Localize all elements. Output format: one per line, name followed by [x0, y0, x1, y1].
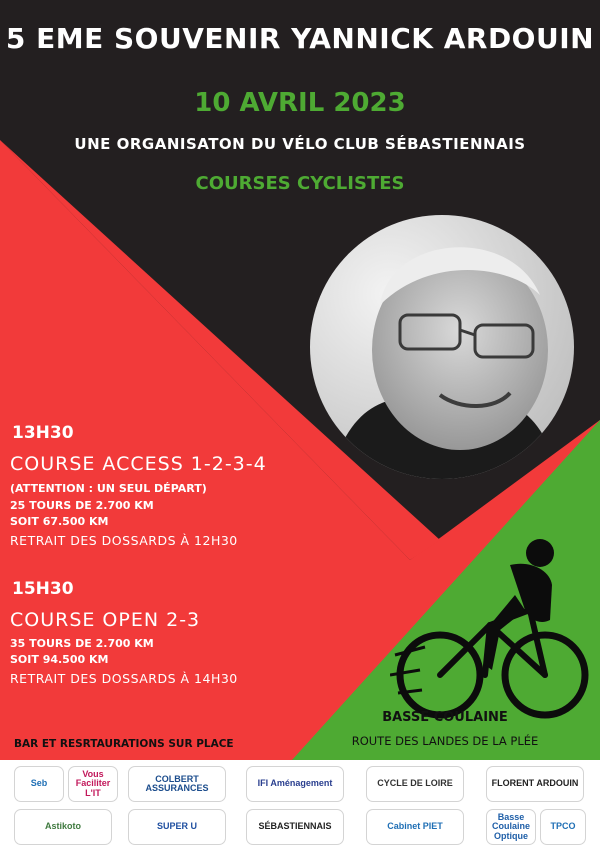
- venue-name: BASSE COULAINE: [382, 710, 508, 725]
- sponsor-logo: Cabinet PIET: [366, 809, 464, 845]
- sponsor-logo: IFI Aménagement: [246, 766, 344, 802]
- portrait-photo: [310, 215, 574, 479]
- sponsor-logo: COLBERT ASSURANCES: [128, 766, 226, 802]
- event-date: 10 AVRIL 2023: [194, 88, 406, 118]
- race-1-distance: SOIT 67.500 KM: [10, 515, 109, 528]
- race-1-note: (ATTENTION : UN SEUL DÉPART): [10, 482, 207, 495]
- race-2-distance: SOIT 94.500 KM: [10, 653, 109, 666]
- sponsor-logo: SÉBASTIENNAIS: [246, 809, 344, 845]
- sponsor-logo: Astikoto: [14, 809, 112, 845]
- sponsor-logo: Seb: [14, 766, 64, 802]
- sponsor-logo: Vous Faciliter L'IT: [68, 766, 118, 802]
- organiser-line: UNE ORGANISATON DU VÉLO CLUB SÉBASTIENNAIS: [74, 135, 526, 153]
- sponsor-logo: SUPER U: [128, 809, 226, 845]
- race-2-time: 15H30: [12, 579, 74, 599]
- race-1-bib-pickup: RETRAIT DES DOSSARDS À 12H30: [10, 533, 238, 548]
- venue-route: ROUTE DES LANDES DE LA PLÉE: [351, 734, 539, 748]
- race-1-time: 13H30: [12, 423, 74, 443]
- event-subtitle: COURSES CYCLISTES: [195, 173, 405, 194]
- event-title: 5 EME SOUVENIR YANNICK ARDOUIN: [5, 22, 595, 55]
- sponsor-logo: Basse Coulaine Optique: [486, 809, 536, 845]
- race-1-laps: 25 TOURS DE 2.700 KM: [10, 499, 154, 512]
- cyclist-icon: [390, 525, 590, 725]
- race-2-name: COURSE OPEN 2-3: [10, 609, 201, 631]
- sponsor-logo: FLORENT ARDOUIN: [486, 766, 584, 802]
- race-1-name: COURSE ACCESS 1-2-3-4: [10, 453, 267, 475]
- sponsor-logo: CYCLE DE LOIRE: [366, 766, 464, 802]
- bar-catering-note: BAR ET RESRTAURATIONS SUR PLACE: [14, 738, 234, 750]
- race-2-bib-pickup: RETRAIT DES DOSSARDS À 14H30: [10, 671, 238, 686]
- sponsor-logo: TPCO: [540, 809, 586, 845]
- race-2-laps: 35 TOURS DE 2.700 KM: [10, 637, 154, 650]
